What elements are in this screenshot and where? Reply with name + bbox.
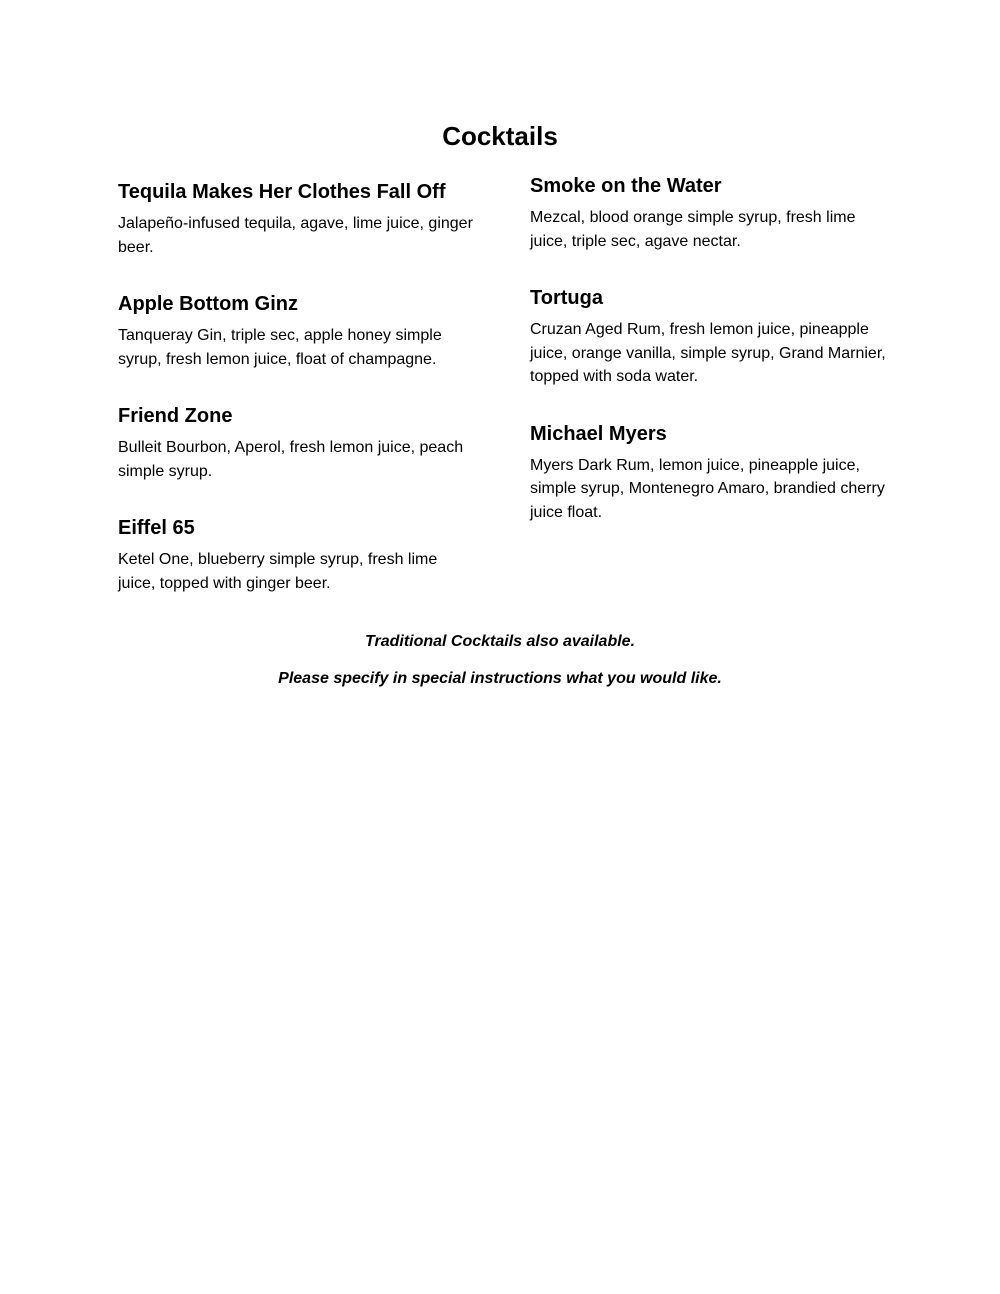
menu-item bbox=[118, 290, 478, 371]
item-name: Tequila Makes Her Clothes Fall Off bbox=[118, 181, 446, 203]
note-instructions: Please specify in special instructions what you would like. bbox=[278, 670, 722, 687]
item-name: Eiffel 65 bbox=[118, 517, 195, 539]
item-name: Michael Myers bbox=[530, 422, 667, 445]
right-column bbox=[530, 172, 890, 555]
left-column bbox=[118, 178, 478, 626]
item-name: Tortuga bbox=[530, 287, 603, 309]
menu-item bbox=[530, 284, 890, 389]
item-description: Bulleit Bourbon, Aperol, fresh lemon juice, peach simple syrup. bbox=[118, 439, 464, 480]
notes bbox=[0, 630, 1000, 704]
item-description: Ketel One, blueberry simple syrup, fresh lime juice, topped with ginger beer. bbox=[118, 551, 438, 592]
menu-item bbox=[530, 172, 890, 253]
item-description: Tanqueray Gin, triple sec, apple honey simple syrup, fresh lemon juice, float of champagne. bbox=[118, 327, 442, 368]
item-description: Mezcal, blood orange simple syrup, fresh lime juice, triple sec, agave nectar. bbox=[530, 209, 856, 250]
menu-item bbox=[118, 402, 478, 483]
page-title: Cocktails bbox=[442, 121, 558, 151]
item-description: Jalapeño-infused tequila, agave, lime juice, ginger beer. bbox=[118, 215, 473, 256]
note-traditional: Traditional Cocktails also available. bbox=[364, 633, 636, 650]
item-description: Cruzan Aged Rum, fresh lemon juice, pineapple juice, orange vanilla, simple syrup, Grand Marnier, topped with soda water. bbox=[530, 321, 886, 385]
menu-item bbox=[118, 514, 478, 595]
item-name: Smoke on the Water bbox=[530, 175, 722, 197]
item-description: Myers Dark Rum, lemon juice, pineapple juice, simple syrup, Montenegro Amaro, brandied cherry juice float. bbox=[530, 456, 885, 521]
item-name: Apple Bottom Ginz bbox=[118, 293, 298, 315]
menu-item bbox=[530, 420, 890, 525]
item-name: Friend Zone bbox=[118, 405, 233, 427]
menu-item bbox=[118, 178, 478, 259]
